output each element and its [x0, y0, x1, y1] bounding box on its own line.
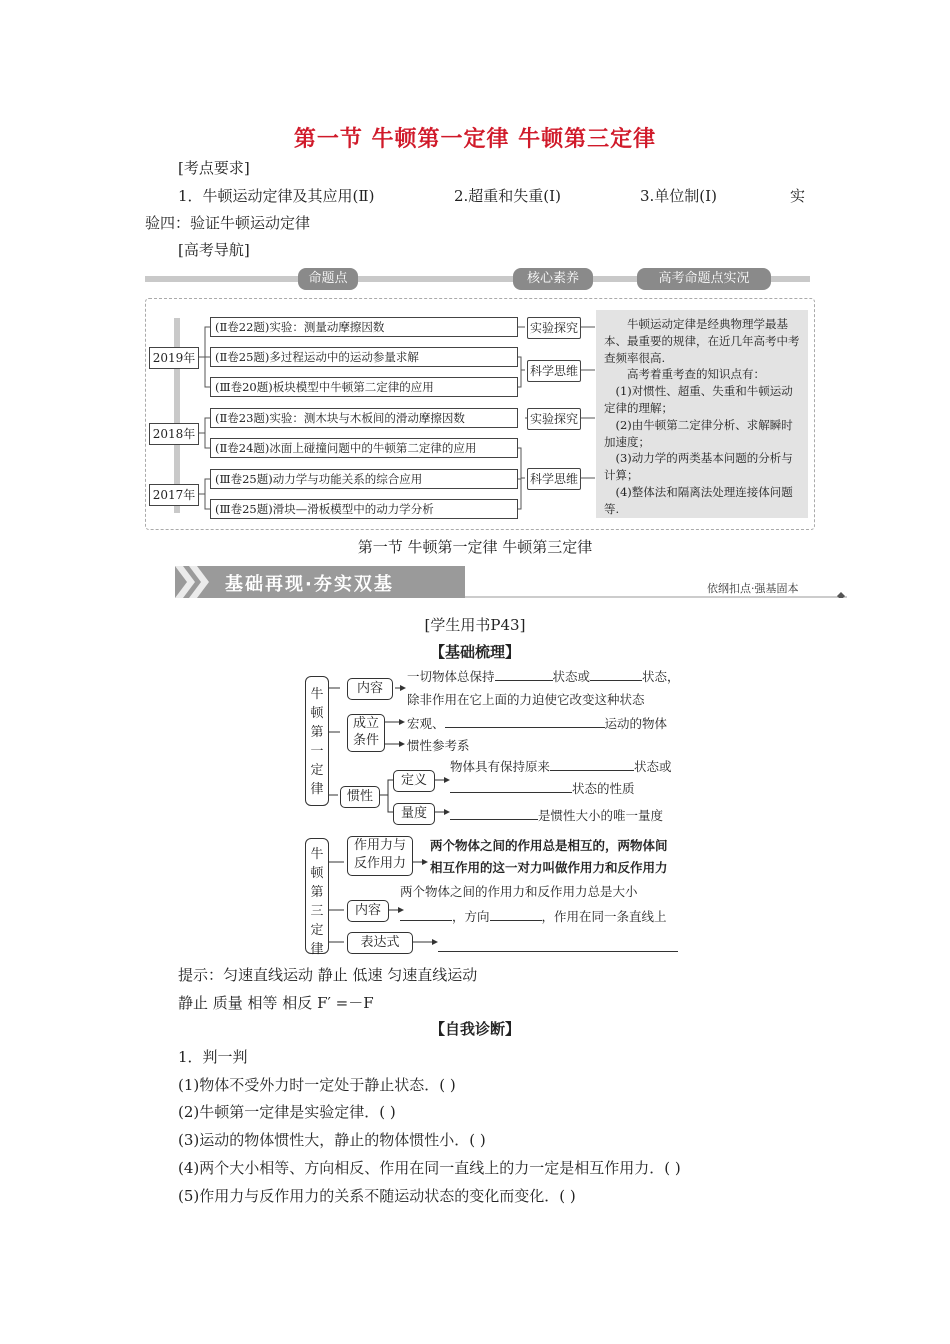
- fill-blank[interactable]: [445, 715, 605, 728]
- fill-blank[interactable]: [590, 668, 642, 681]
- law1-chengli-line1: [407, 713, 667, 735]
- fill-blank[interactable]: [490, 908, 542, 921]
- kaodian-line2: 验四：验证牛顿运动定律: [145, 214, 311, 232]
- note-text: (3)动力学的两类基本问题的分析与计算；: [604, 451, 793, 483]
- law1-neirong-line1: [407, 666, 680, 688]
- exam-item: (Ⅲ卷20题)板块模型中牛顿第二定律的应用: [210, 377, 518, 397]
- fill-blank[interactable]: [450, 807, 538, 820]
- pill-hexinsuyang: 核心素养: [513, 268, 593, 290]
- judge-item: (3)运动的物体惯性大，静止的物体惯性小．( ): [178, 1131, 486, 1149]
- jichu-label: 【基础梳理】: [429, 643, 520, 661]
- law3-zuoyong: 作用力与反作用力: [347, 836, 413, 876]
- fill-blank[interactable]: [400, 908, 452, 921]
- text: 状态或: [552, 669, 591, 684]
- text: 状态或: [634, 759, 672, 774]
- page-title: 第一节 牛顿第一定律 牛顿第三定律: [293, 126, 657, 152]
- fill-blank[interactable]: [495, 668, 553, 681]
- exam-item: (Ⅱ卷23题)实验：测木块与木板间的滑动摩擦因数: [210, 408, 518, 428]
- law1-neirong: 内容: [347, 678, 393, 700]
- text: 宏观、: [407, 716, 445, 731]
- law3-neirong-line1: 两个物体之间的作用力和反作用力总是大小: [400, 884, 638, 899]
- exam-analysis-note: [596, 310, 808, 518]
- year-2017: 2017年: [149, 484, 199, 506]
- fill-blank[interactable]: [450, 780, 572, 793]
- judge-item: (2)牛顿第一定律是实验定律．( ): [178, 1103, 396, 1121]
- text: 运动的物体: [604, 716, 668, 731]
- tag-siwei: 科学思维: [527, 468, 581, 490]
- judge-title: 1．判一判: [178, 1048, 248, 1066]
- law3-biaodashi: 表达式: [347, 932, 413, 954]
- judge-item: (1)物体不受外力时一定处于静止状态．( ): [178, 1076, 456, 1094]
- exam-item: (Ⅲ卷25题)动力学与功能关系的综合应用: [210, 469, 518, 489]
- law3-zuoyong-line2: 相互作用的这一对力叫做作用力和反作用力: [430, 860, 668, 875]
- law1-chengli: 成立条件: [347, 714, 385, 752]
- note-text: (4)整体法和隔离法处理连接体问题等.: [604, 484, 793, 516]
- text: 一切物体总保持: [407, 669, 495, 684]
- pill-mingtidian: 命题点: [298, 268, 358, 290]
- law3-box: 牛顿第三定律: [305, 838, 329, 954]
- banner-right-text: 依纲扣点·强基固本: [707, 582, 799, 595]
- law1-dingyi-line2: [450, 778, 635, 800]
- note-text: 高考着重考查的知识点有：: [627, 367, 765, 382]
- note-text: (1)对惯性、超重、失重和牛顿运动定律的理解；: [604, 384, 793, 415]
- kaodian-item-1: 1．牛顿运动定律及其应用(Ⅱ): [178, 187, 375, 205]
- kaodian-item-4: 实: [790, 187, 806, 205]
- text: ，方向: [452, 909, 490, 924]
- exam-item: (Ⅱ卷22题)实验：测量动摩擦因数: [210, 317, 518, 337]
- exam-item: (Ⅱ卷25题)多过程运动中的运动参量求解: [210, 347, 518, 367]
- text: 状态的性质: [572, 781, 635, 796]
- pill-shikuang: 高考命题点实况: [637, 268, 771, 290]
- law1-dingyi: 定义: [393, 770, 435, 792]
- kaodian-label: [考点要求]: [178, 159, 250, 177]
- year-2019: 2019年: [149, 347, 199, 369]
- note-text: 牛顿运动定律是经典物理学最基本、最重要的规律，在近几年高考中考查频率很高.: [604, 317, 800, 365]
- law1-dingyi-line1: [450, 756, 672, 778]
- text: 是惯性大小的唯一量度: [538, 808, 664, 823]
- law3-zuoyong-line1: 两个物体之间的作用总是相互的，两物体间: [430, 838, 668, 853]
- kaodian-item-2: 2.超重和失重(Ⅰ): [454, 187, 561, 205]
- law3-neirong: 内容: [347, 900, 389, 922]
- daohang-label: [高考导航]: [178, 241, 250, 259]
- law1-chengli-line2: 惯性参考系: [407, 738, 470, 753]
- judge-item: (5)作用力与反作用力的关系不随运动状态的变化而变化．( ): [178, 1187, 576, 1205]
- kaodian-item-3: 3.单位制(Ⅰ): [640, 187, 717, 205]
- biaodashi-blank[interactable]: [438, 951, 678, 952]
- tag-siwei: 科学思维: [527, 360, 581, 382]
- hint-line1: 提示：匀速直线运动 静止 低速 匀速直线运动: [178, 966, 478, 984]
- exam-item: (Ⅲ卷25题)滑块—滑板模型中的动力学分析: [210, 499, 518, 519]
- zizhen-label: 【自我诊断】: [429, 1020, 520, 1038]
- judge-item: (4)两个大小相等、方向相反、作用在同一直线上的力一定是相互作用力．( ): [178, 1159, 681, 1177]
- law1-liangdu: 量度: [393, 803, 435, 825]
- exam-item: (Ⅱ卷24题)冰面上碰撞问题中的牛顿第二定律的应用: [210, 438, 518, 458]
- text: 状态，: [642, 669, 680, 684]
- tag-shiyan: 实验探究: [527, 317, 581, 339]
- section-banner: [175, 566, 847, 598]
- text: 物体具有保持原来: [450, 759, 551, 774]
- law1-neirong-line2: 除非作用在它上面的力迫使它改变这种状态: [407, 692, 645, 707]
- hint-line2: 静止 质量 相等 相反 F′ =－F: [178, 994, 374, 1012]
- text: ，作用在同一条直线上: [541, 909, 667, 924]
- law1-liangdu-line: [450, 805, 663, 827]
- subtitle: 第一节 牛顿第一定律 牛顿第三定律: [357, 538, 593, 556]
- banner-left-text: 基础再现·夯实双基: [225, 574, 394, 595]
- note-text: (2)由牛顿第二定律分析、求解瞬时加速度；: [604, 417, 793, 449]
- student-book-ref: [学生用书P43]: [424, 616, 526, 634]
- fill-blank[interactable]: [550, 758, 634, 771]
- tag-shiyan: 实验探究: [527, 408, 581, 430]
- law1-box: 牛顿第一定律: [305, 676, 329, 806]
- year-2018: 2018年: [149, 423, 199, 445]
- law3-neirong-line2: [400, 906, 667, 928]
- law1-guanxing: 惯性: [340, 786, 380, 808]
